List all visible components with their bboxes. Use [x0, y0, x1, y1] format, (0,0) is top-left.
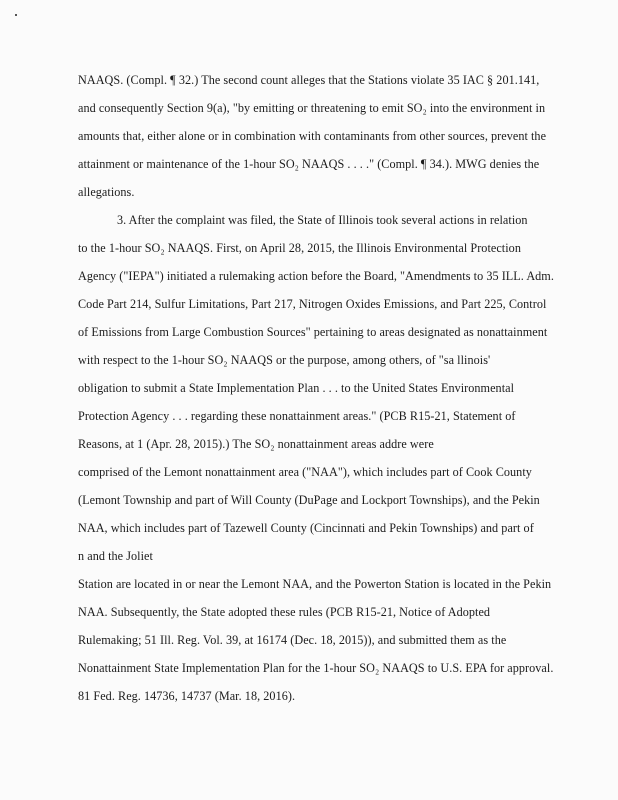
body-line: attainment or maintenance of the 1-hour SO₂ NAAQS . . . ." (Compl. ¶ 34.). MWG denies the: [78, 157, 540, 171]
body-line: comprised of the Lemont nonattainment area ("NAA"), which includes part of Cook County: [78, 465, 532, 479]
body-line: Agency ("IEPA") initiated a rulemaking action before the Board, "Amendments to 35 ILL. Adm.: [78, 269, 554, 283]
body-line: Station are located in or near the Lemont NAA, and the Powerton Station is located in the Pekin: [78, 577, 552, 591]
body-line: of Emissions from Large Combustion Sources" pertaining to areas designated as nonattainment: [78, 325, 548, 339]
body-line: amounts that, either alone or in combination with contaminants from other sources, prevent the: [78, 129, 547, 143]
body-line: Rulemaking; 51 Ill. Reg. Vol. 39, at 16174 (Dec. 18, 2015)), and submitted them as the: [78, 633, 507, 647]
paragraph-3-first-line: 3. After the complaint was filed, the State of Illinois took several actions in relation: [117, 213, 528, 227]
body-line: Code Part 214, Sulfur Limitations, Part 217, Nitrogen Oxides Emissions, and Part 225, Control: [78, 297, 547, 311]
body-line: Nonattainment State Implementation Plan for the 1-hour SO₂ NAAQS to U.S. EPA for approval.: [78, 661, 554, 675]
body-line: 81 Fed. Reg. 14736, 14737 (Mar. 18, 2016).: [78, 689, 296, 703]
body-line: Reasons, at 1 (Apr. 28, 2015).) The SO₂ nonattainment areas addre were: [78, 437, 434, 451]
body-line: (Lemont Township and part of Will County (DuPage and Lockport Townships), and the Pekin: [78, 493, 540, 507]
body-line: and consequently Section 9(a), "by emitting or threatening to emit SO₂ into the environment in: [78, 101, 546, 115]
body-line: NAAQS. (Compl. ¶ 32.) The second count alleges that the Stations violate 35 IAC § 201.141,: [78, 73, 540, 87]
body-line: n and the Joliet: [78, 549, 153, 563]
scan-speck: [15, 14, 17, 16]
body-line: NAA, which includes part of Tazewell County (Cincinnati and Pekin Townships) and part of: [78, 521, 534, 535]
body-line: Protection Agency . . . regarding these nonattainment areas." (PCB R15-21, Statement of: [78, 409, 516, 423]
body-line: obligation to submit a State Implementation Plan . . . to the United States Environmental: [78, 381, 515, 395]
body-line: with respect to the 1-hour SO₂ NAAQS or the purpose, among others, of "sa llinois': [78, 353, 491, 367]
body-line: NAA. Subsequently, the State adopted these rules (PCB R15-21, Notice of Adopted: [78, 605, 491, 619]
body-line: to the 1-hour SO₂ NAAQS. First, on April 28, 2015, the Illinois Environmental Protection: [78, 241, 521, 255]
body-line: allegations.: [78, 185, 135, 199]
